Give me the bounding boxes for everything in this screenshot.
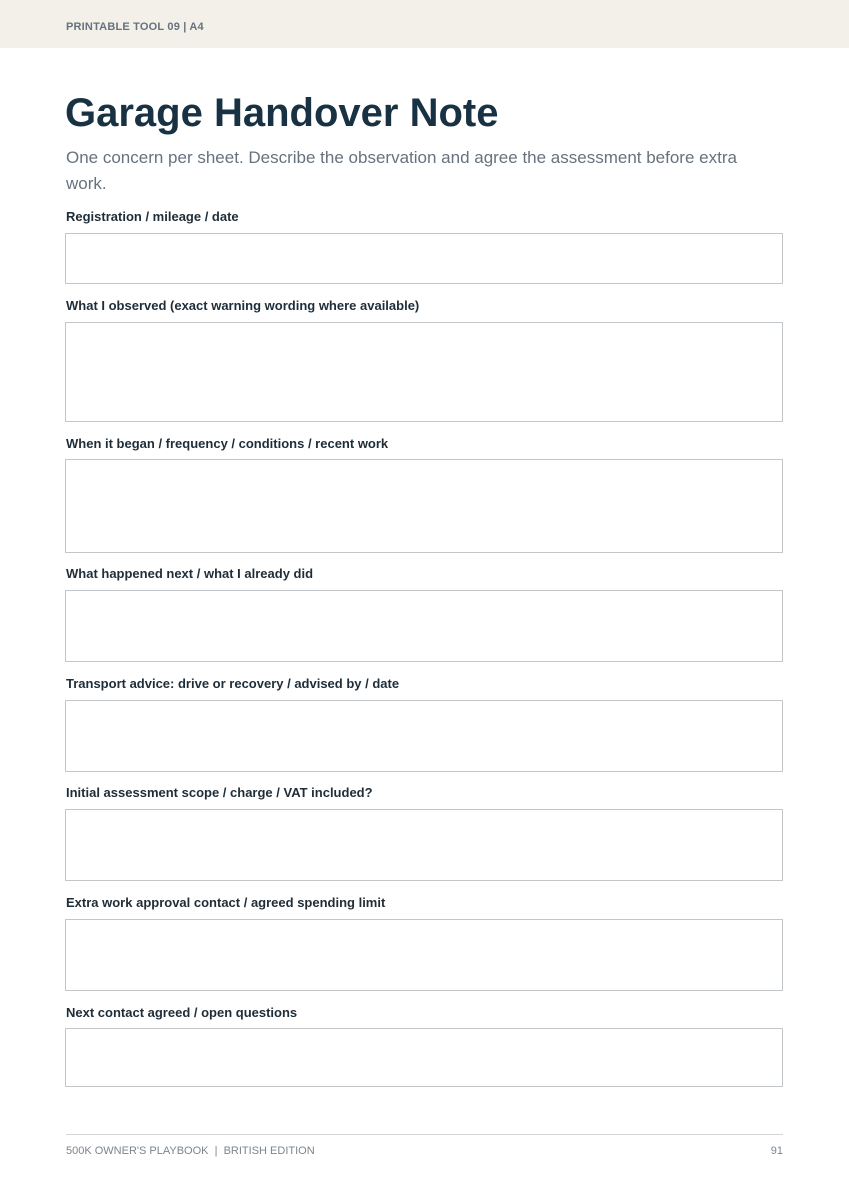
onset-field[interactable]: [65, 459, 783, 553]
footer-divider: [66, 1134, 783, 1135]
approval-contact-label: Extra work approval contact / agreed spending limit: [66, 895, 386, 910]
assessment-scope-label: Initial assessment scope / charge / VAT included?: [66, 785, 373, 800]
intro-text: One concern per sheet. Describe the observation and agree the assessment before extra work.: [66, 148, 737, 193]
page-title: Garage Handover Note: [65, 91, 499, 135]
observed-label: What I observed (exact warning wording where available): [66, 298, 420, 313]
top-band: [0, 0, 849, 48]
registration-label: Registration / mileage / date: [66, 209, 239, 224]
observed-field[interactable]: [65, 322, 783, 422]
next-steps-label: What happened next / what I already did: [66, 566, 314, 581]
assessment-scope-field[interactable]: [65, 809, 783, 881]
footer-book-title: 500K OWNER'S PLAYBOOK | BRITISH EDITION: [66, 1145, 315, 1157]
next-contact-label: Next contact agreed / open questions: [66, 1005, 298, 1020]
next-steps-field[interactable]: [65, 590, 783, 662]
transport-advice-label: Transport advice: drive or recovery / advised by / date: [66, 676, 400, 691]
printable-tool-tag: PRINTABLE TOOL 09 | A4: [66, 21, 204, 33]
onset-label: When it began / frequency / conditions / recent work: [66, 436, 389, 451]
page-number: 91: [770, 1145, 783, 1157]
registration-field[interactable]: [65, 233, 783, 284]
approval-contact-field[interactable]: [65, 919, 783, 991]
next-contact-field[interactable]: [65, 1028, 783, 1087]
transport-advice-field[interactable]: [65, 700, 783, 772]
